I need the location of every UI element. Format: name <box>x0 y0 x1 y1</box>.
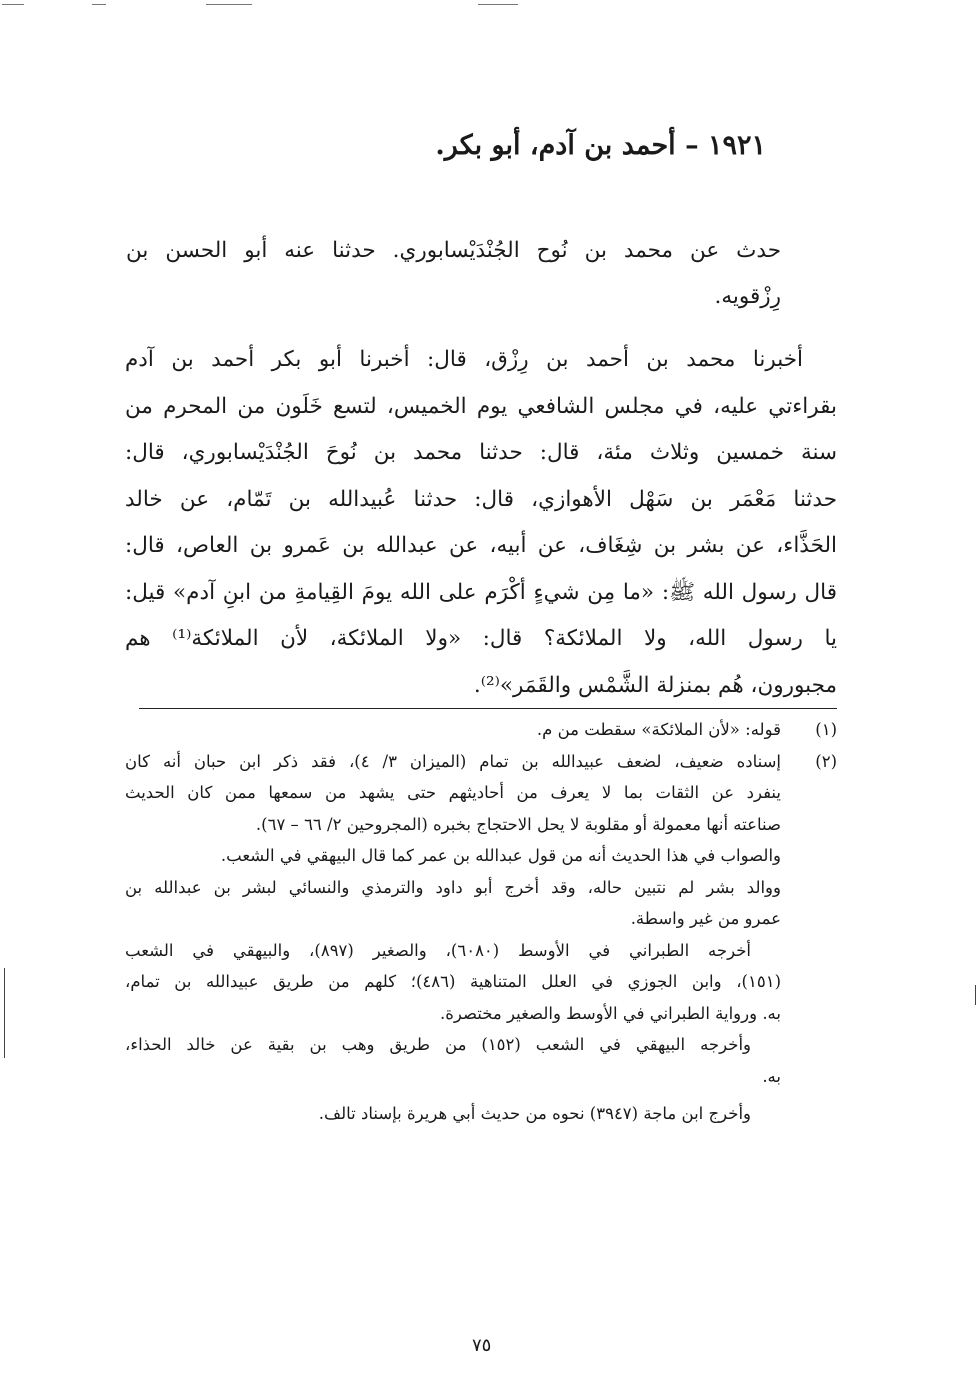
footnote-number: (١) <box>815 720 837 739</box>
margin-mark-left <box>4 968 5 1058</box>
footnote-line: (١٥١)، وابن الجوزي في العلل المتناهية (٤٨٦)؛ كلهم من طريق عبيدالله بن تمام، <box>125 972 781 991</box>
footnote-body <box>125 746 781 935</box>
scan-mark-center <box>206 4 252 5</box>
footnote-body <box>125 714 781 746</box>
hadith-text <box>125 337 837 709</box>
entry-intro <box>126 228 781 320</box>
scan-mark-left <box>2 4 24 5</box>
footnote-body <box>125 935 781 1030</box>
footnote-divider <box>139 708 837 709</box>
footnote-2 <box>125 746 837 935</box>
footnote-extra-1 <box>125 935 837 1030</box>
footnote-line: به. ورواية الطبراني في الأوسط والصغير مختصرة. <box>439 1003 781 1023</box>
page-number: ٧٥ <box>472 1335 492 1356</box>
footnote-line: أخرجه الطبراني في الأوسط (٦٠٨٠)، والصغير (٨٩٧)، والبيهقي في الشعب <box>125 940 751 960</box>
scan-mark-left-2 <box>92 4 106 5</box>
footnote-1 <box>125 714 837 746</box>
footnote-body <box>125 1029 781 1092</box>
hadith-line: مجبورون، هُم بمنزلة الشَّمْس والقَمَر»⁽²⁾. <box>473 672 837 698</box>
hadith-line: حدثنا مَعْمَر بن سَهْل الأهوازي، قال: حدثنا عُبيدالله بن تَمّام، عن خالد <box>125 486 837 512</box>
footnote-line: ينفرد عن الثقات بما لا يعرف من أحاديثهم حتى يشهد من سمعها ممن كان الحديث <box>125 783 781 802</box>
hadith-line: بقراءتي عليه، في مجلس الشافعي يوم الخميس، لتسع خَلَون من المحرم من <box>125 393 837 419</box>
hadith-line: أخبرنا محمد بن أحمد بن رِزْق، قال: أخبرنا أبو بكر أحمد بن آدم <box>125 347 803 372</box>
hadith-line: يا رسول الله، ولا الملائكة؟ قال: «ولا الملائكة، لأن الملائكة⁽¹⁾ هم <box>125 626 838 651</box>
intro-line: رِزْقويه. <box>714 284 781 309</box>
footnote-line: صناعته أنها معمولة أو مقلوبة لا يحل الاحتجاج بخبره (المجروحين ٢/ ٦٦ – ٦٧). <box>255 814 781 834</box>
footnote-number: (٢) <box>815 751 837 771</box>
footnote-line: وأخرج ابن ماجة (٣٩٤٧) نحوه من حديث أبي هريرة بإسناد تالف. <box>318 1104 751 1123</box>
intro-line: حدث عن محمد بن نُوح الجُنْدَيْسابوري. حدثنا عنه أبو الحسن بن <box>126 238 781 263</box>
hadith-line: الحَذَّاء، عن بشر بن شِغَاف، عن أبيه، عن عبدالله بن عَمرو بن العاص، قال: <box>125 533 837 558</box>
scan-mark-top <box>478 4 518 5</box>
footnote-line: وأخرجه البيهقي في الشعب (١٥٢) من طريق وهب بن بقية عن خالد الحذاء، <box>125 1035 751 1054</box>
footnote-line: قوله: «لأن الملائكة» سقطت من م. <box>536 720 781 739</box>
margin-mark-right <box>975 985 976 1005</box>
footnote-line: والصواب في هذا الحديث أنه من قول عبدالله بن عمر كما قال البيهقي في الشعب. <box>220 846 781 865</box>
footnote-extra-2 <box>125 1029 837 1092</box>
footnote-extra-3 <box>125 1098 837 1130</box>
footnote-line: عمرو من غير واسطة. <box>630 909 781 928</box>
entry-heading: ١٩٢١ – أحمد بن آدم، أبو بكر. <box>435 130 766 161</box>
footnote-line: به. <box>762 1066 781 1086</box>
footnote-body <box>125 1098 781 1130</box>
hadith-line: قال رسول الله ﷺ: «ما مِن شيءٍ أكْرَم على الله يومَ القِيامةِ من ابنِ آدم» قيل: <box>125 579 837 605</box>
hadith-line: سنة خمسين وثلاث مئة، قال: حدثنا محمد بن نُوحَ الجُنْدَيْسابوري، قال: <box>125 440 837 465</box>
footnote-line: ووالد بشر لم نتبين حاله، وقد أخرج أبو داود والترمذي والنسائي لبشر بن عبدالله بن <box>125 877 781 897</box>
footnotes <box>125 714 837 1130</box>
footnote-line: إسناده ضعيف، لضعف عبيدالله بن تمام (الميزان ٣/ ٤)، فقد ذكر ابن حبان أنه كان <box>125 751 781 771</box>
